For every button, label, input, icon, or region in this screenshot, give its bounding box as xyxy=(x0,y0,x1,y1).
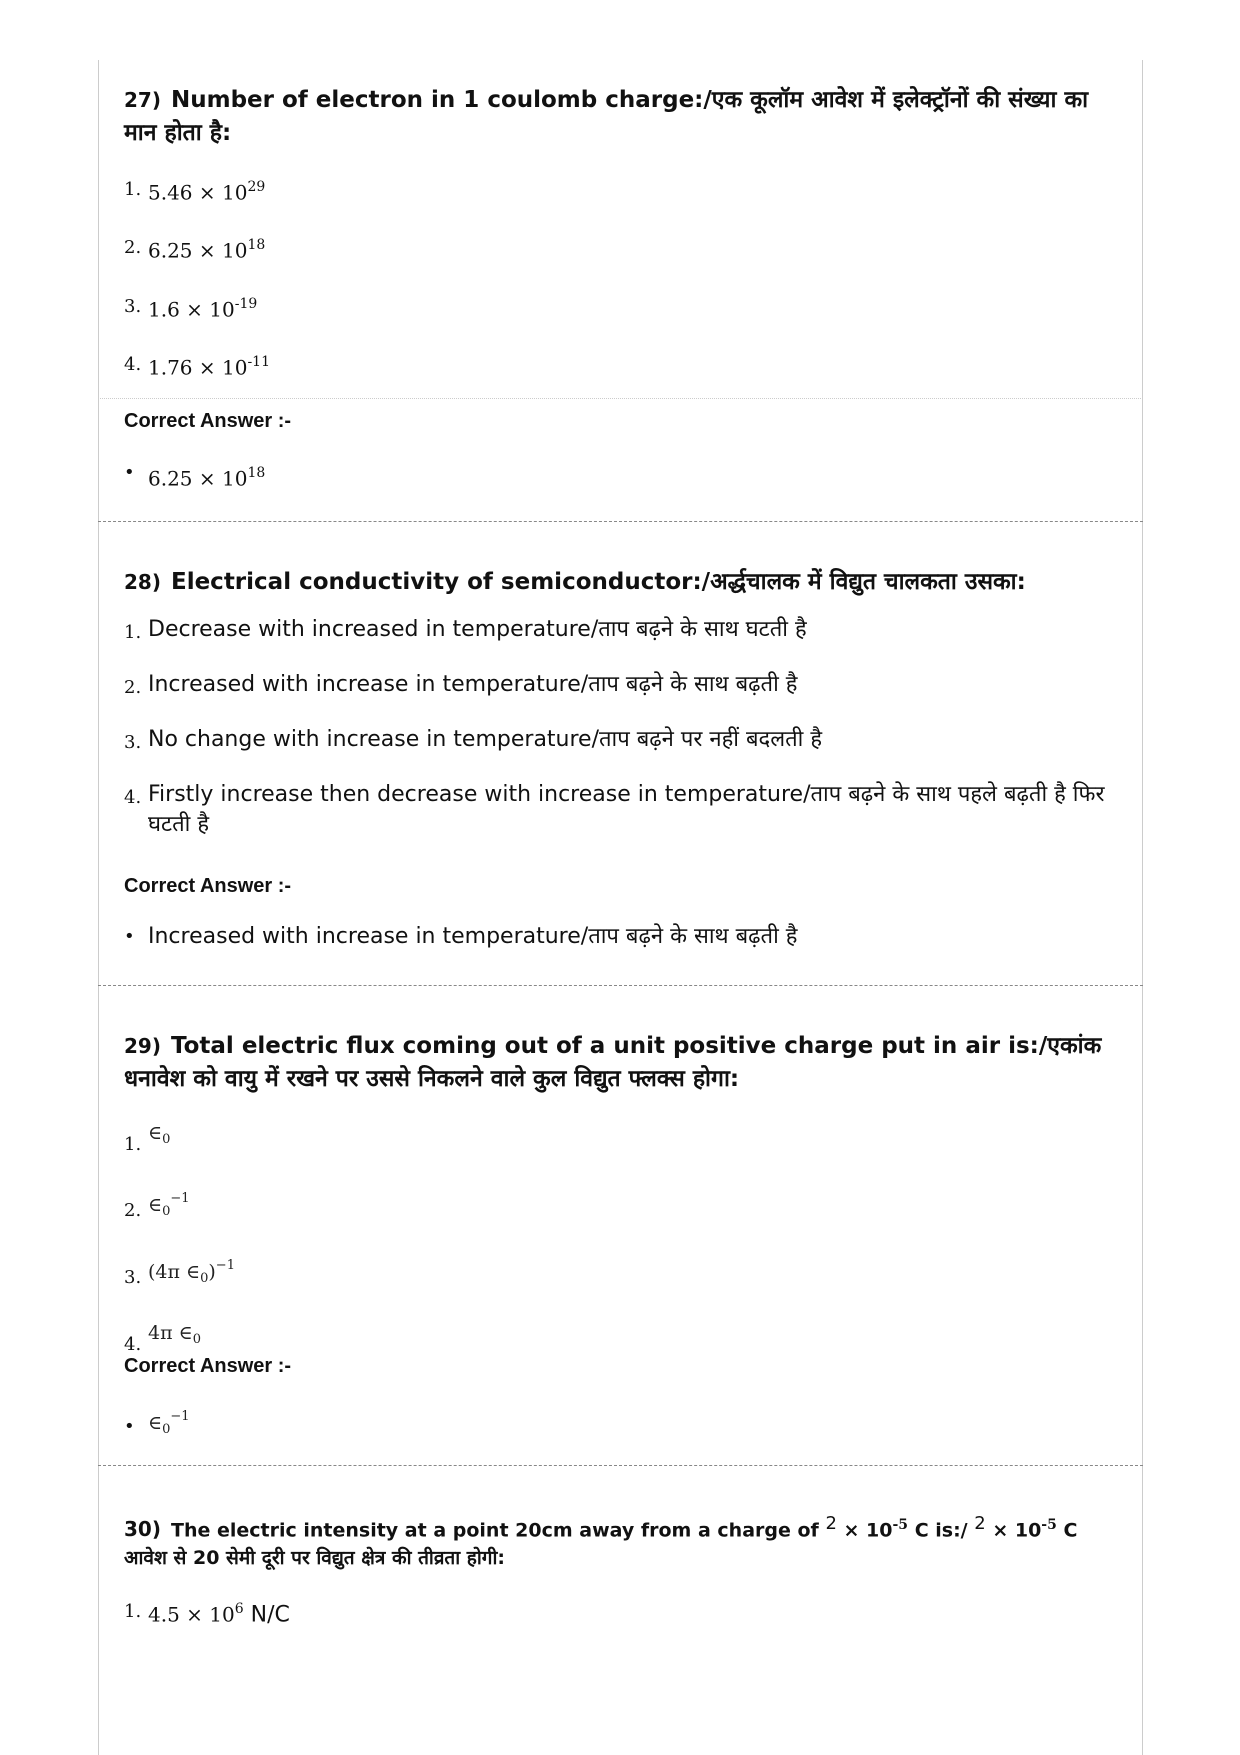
option-list xyxy=(98,1594,1143,1630)
bullet-icon: • xyxy=(124,926,135,947)
option-number: 4. xyxy=(124,353,142,375)
correct-answer xyxy=(124,458,265,494)
answer-text: Increased with increase in temperature/ताप बढ़ने के साथ बढ़ती है xyxy=(148,924,798,949)
option-list xyxy=(98,172,1143,383)
correct-answer-label: Correct Answer :- xyxy=(124,1355,292,1377)
option-text: Decrease with increased in temperature/ताप बढ़ने के साथ घटती है xyxy=(148,617,807,642)
option-1[interactable] xyxy=(124,172,1143,208)
four-pi-epsilon-formula: 4π $\in_0$ xyxy=(148,1322,201,1347)
question-text: The electric intensity at a point 20cm away from a charge of xyxy=(170,1519,819,1542)
option-number: 1. xyxy=(124,1134,142,1155)
option-1[interactable] xyxy=(124,1594,1143,1630)
option-exponent: 29 xyxy=(247,179,266,195)
question-separator xyxy=(98,985,1143,986)
option-4[interactable] xyxy=(124,1318,1143,1360)
question-text: C is:/ xyxy=(914,1519,968,1542)
option-2[interactable] xyxy=(124,1184,1143,1227)
question-27 xyxy=(98,84,1143,383)
question-number: 29) xyxy=(124,1034,161,1058)
correct-answer-label: Correct Answer :- xyxy=(124,410,292,432)
option-number: 4. xyxy=(124,787,142,808)
option-3[interactable] xyxy=(124,725,1143,758)
option-unit: N/C xyxy=(250,1602,290,1628)
question-30 xyxy=(98,1510,1143,1631)
option-number: 1. xyxy=(124,622,142,643)
exponent: -5 xyxy=(892,1517,909,1533)
option-number: 3. xyxy=(124,1267,142,1288)
option-base: 4.5 × 10 xyxy=(148,1602,235,1627)
option-exponent: -11 xyxy=(247,353,270,370)
option-2[interactable] xyxy=(124,230,1143,266)
answer-base: 6.25 × 10 xyxy=(148,466,248,491)
question-28 xyxy=(98,566,1143,840)
option-4[interactable] xyxy=(124,347,1143,383)
option-text: Increased with increase in temperature/ताप बढ़ने के साथ बढ़ती है xyxy=(148,672,798,697)
option-list xyxy=(98,1118,1143,1360)
answer-divider xyxy=(98,398,1143,399)
option-number: 1. xyxy=(124,179,142,200)
charge-value: 2 xyxy=(825,1513,837,1534)
option-number: 3. xyxy=(124,295,142,317)
question-text: Electrical conductivity of semiconductor:/अर्द्धचालक में विद्युत चालकता उसका: xyxy=(170,569,1026,595)
bullet-icon: • xyxy=(124,462,135,483)
option-3[interactable] xyxy=(124,1251,1143,1294)
question-number: 27) xyxy=(124,88,161,112)
epsilon-zero-formula: $\in_0$ xyxy=(148,1122,171,1147)
option-2[interactable] xyxy=(124,670,1143,703)
question-29 xyxy=(98,1030,1143,1360)
option-base: 1.6 × 10 xyxy=(148,296,235,321)
correct-answer xyxy=(124,1402,190,1445)
option-1[interactable] xyxy=(124,1118,1143,1160)
option-base: 1.76 × 10 xyxy=(148,355,248,380)
option-exponent: -19 xyxy=(234,295,258,312)
answer-formula: $\in_0^{-1}$ xyxy=(148,1409,190,1437)
bullet-icon: • xyxy=(124,1416,135,1437)
question-text: Number of electron in 1 coulomb charge:/एक कूलॉम आवेश में इलेक्ट्रॉनों की संख्या का मान होता है: xyxy=(124,87,1089,146)
four-pi-epsilon-inverse-formula: (4π $\in_0)^{-1}$ xyxy=(148,1258,235,1286)
option-exponent: 6 xyxy=(234,1601,244,1618)
option-base: 5.46 × 10 xyxy=(148,180,248,205)
question-number: 28) xyxy=(124,570,161,594)
option-number: 3. xyxy=(124,732,142,753)
option-number: 2. xyxy=(124,237,142,259)
option-number: 1. xyxy=(124,1601,142,1623)
question-28-heading xyxy=(124,566,1117,599)
question-text: Total electric flux coming out of a unit positive charge put in air is:/एकांक धनावेश को वायु में रखने पर उससे निकलने वाले कुल विद्युत फ्लक्स होगा: xyxy=(124,1033,1102,1092)
exponent: -5 xyxy=(1041,1517,1057,1533)
question-number: 30) xyxy=(124,1517,161,1542)
option-3[interactable] xyxy=(124,289,1143,325)
option-text: No change with increase in temperature/ताप बढ़ने पर नहीं बदलती है xyxy=(148,727,823,752)
option-text: Firstly increase then decrease with increase in temperature/ताप बढ़ने के साथ पहले बढ़ती है फिर घटती है xyxy=(148,782,1105,837)
correct-answer xyxy=(124,922,797,952)
question-separator xyxy=(98,1465,1143,1466)
multiplier: × 10 xyxy=(843,1519,893,1542)
correct-answer-label: Correct Answer :- xyxy=(124,875,292,897)
option-exponent: 18 xyxy=(247,237,266,254)
option-number: 2. xyxy=(124,677,142,698)
question-27-heading xyxy=(124,84,1117,150)
option-number: 2. xyxy=(124,1200,142,1221)
question-text: C आवेश से 20 सेमी दूरी पर विद्युत क्षेत्र की तीव्रता होगी: xyxy=(124,1519,1078,1570)
question-29-heading xyxy=(124,1030,1117,1096)
option-list xyxy=(98,615,1143,840)
charge-value: 2 xyxy=(974,1513,986,1534)
option-base: 6.25 × 10 xyxy=(148,238,248,263)
question-separator xyxy=(98,521,1143,522)
option-1[interactable] xyxy=(124,615,1143,648)
option-4[interactable] xyxy=(124,780,1143,840)
option-number: 4. xyxy=(124,1334,142,1355)
answer-exponent: 18 xyxy=(247,465,266,481)
epsilon-inverse-formula: $\in_0^{-1}$ xyxy=(148,1191,190,1219)
question-30-heading xyxy=(124,1510,1117,1572)
multiplier: × 10 xyxy=(992,1519,1042,1542)
